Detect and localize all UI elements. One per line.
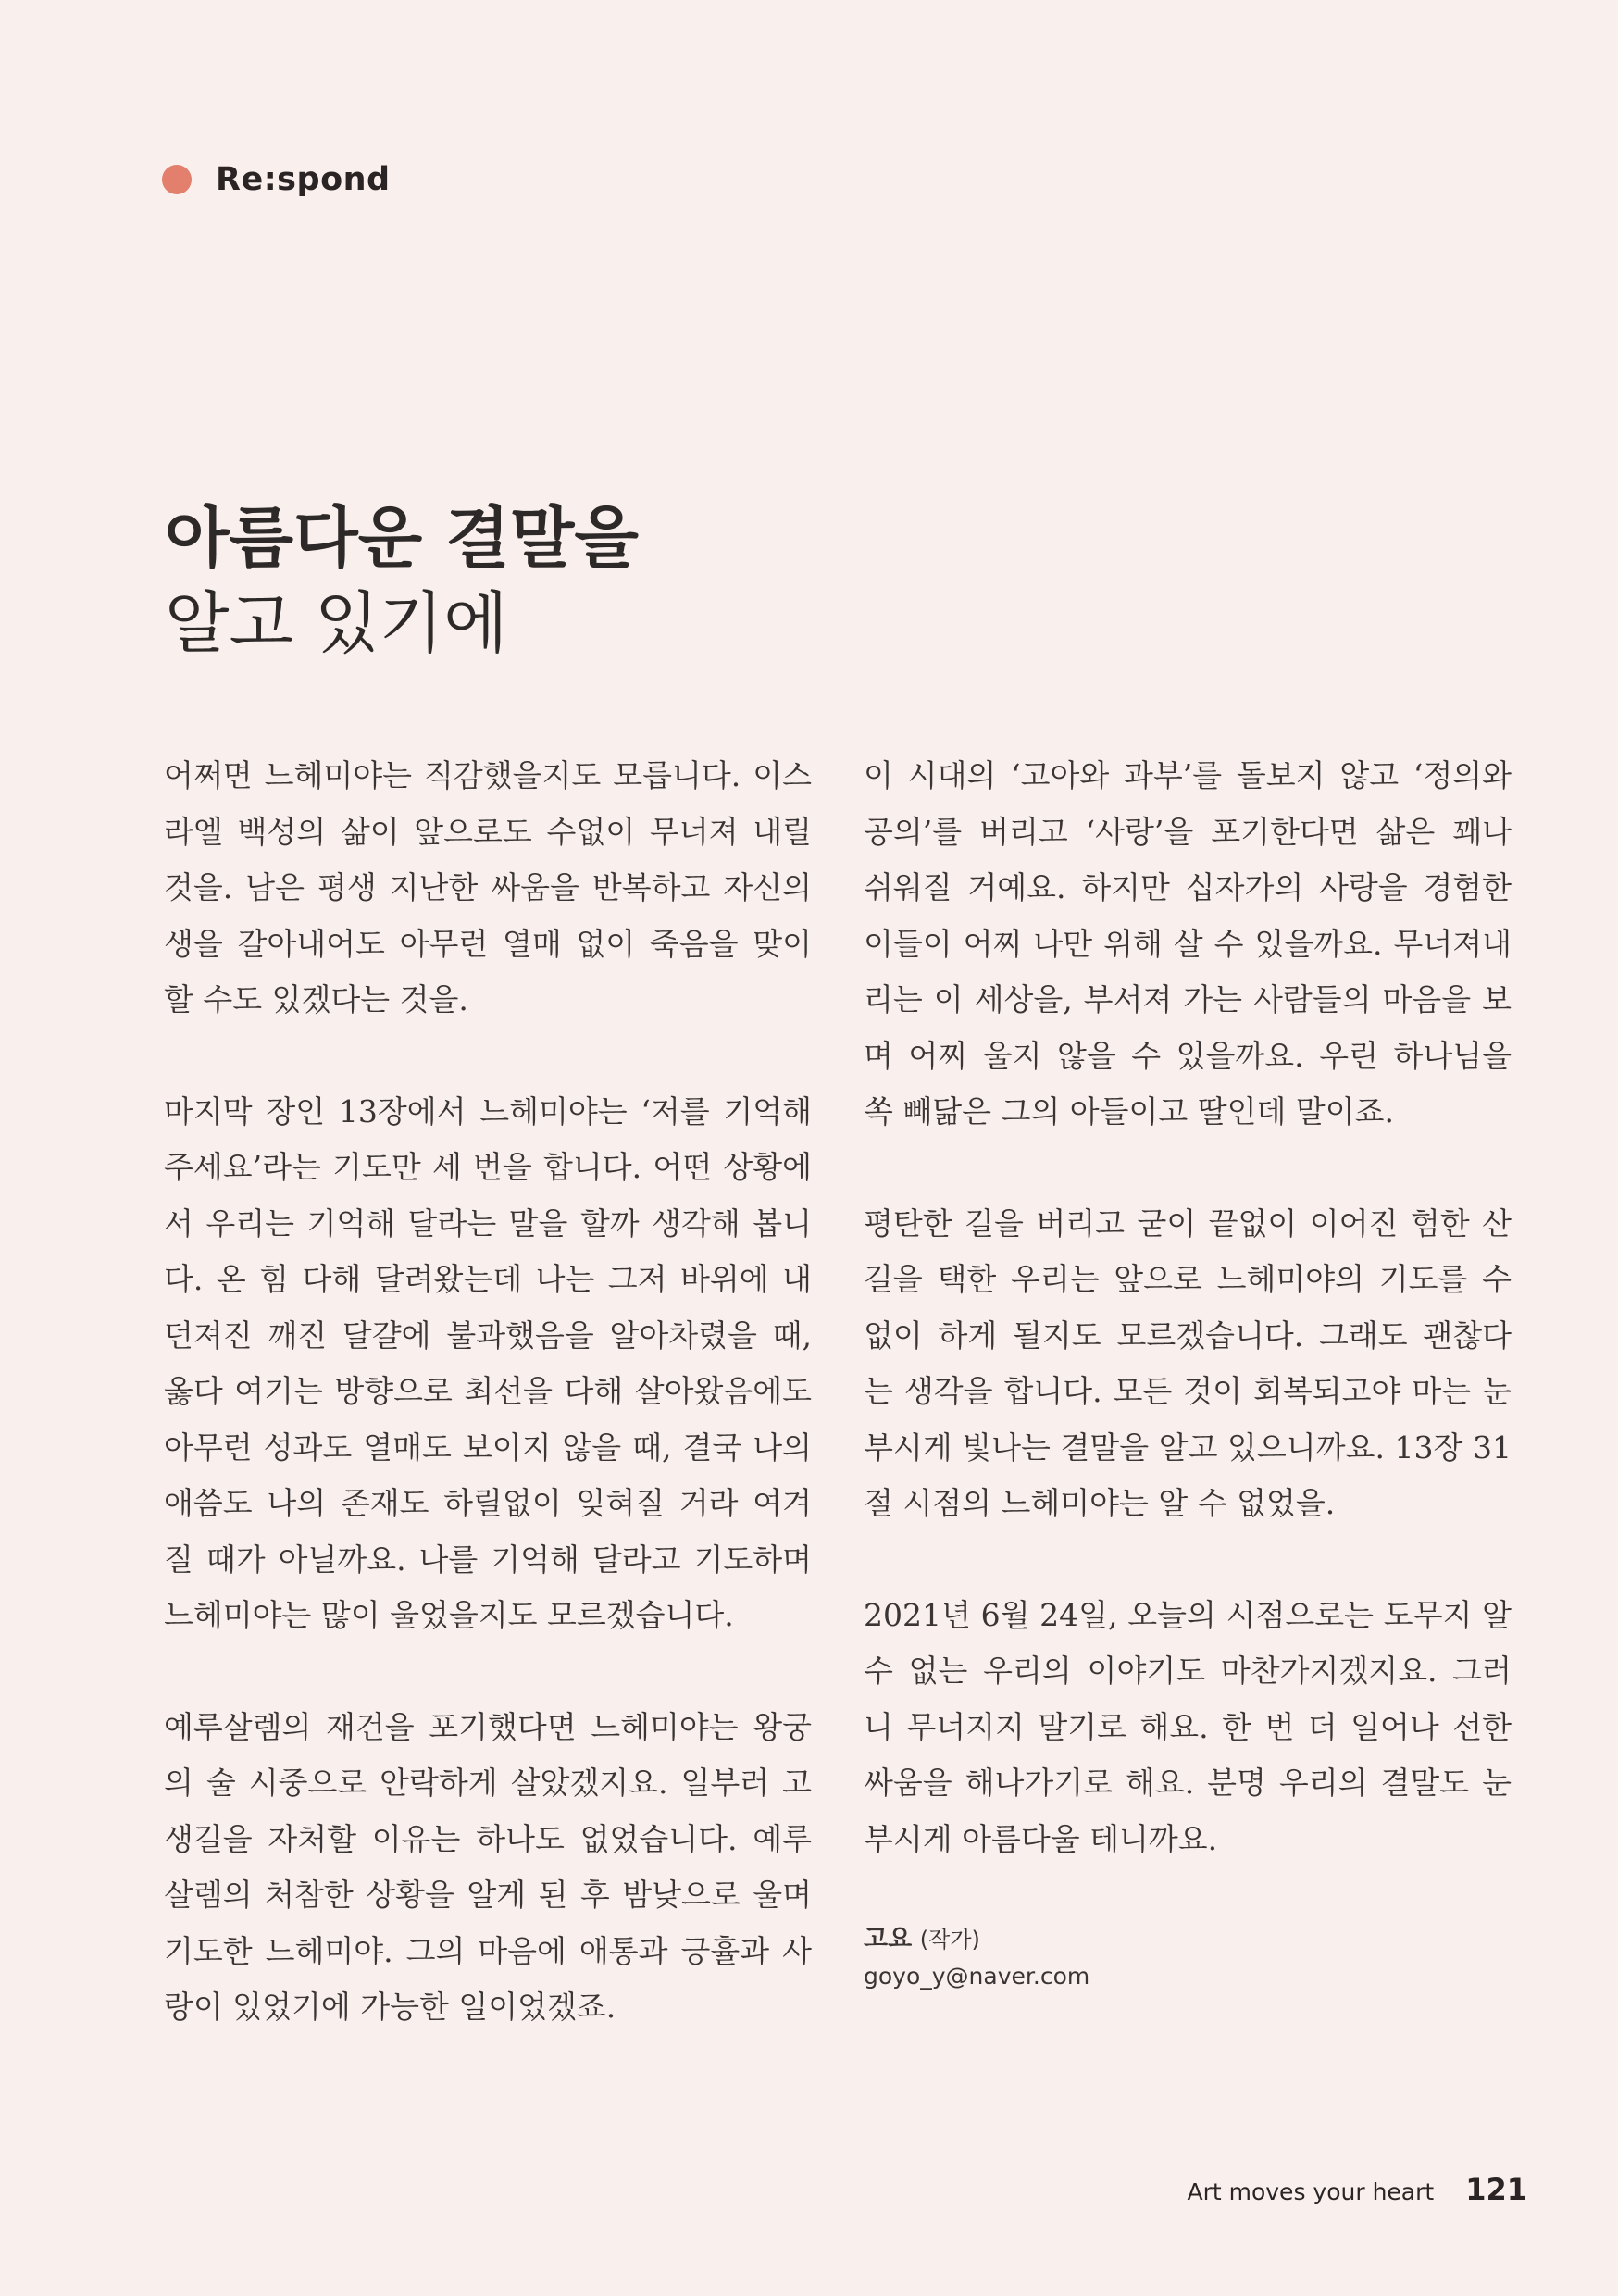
right-column bbox=[864, 748, 1512, 1995]
body-paragraph: 예루살렘의 재건을 포기했다면 느헤미야는 왕궁의 술 시중으로 안락하게 살았겠지요. 일부러 고생길을 자처할 이유는 하나도 없었습니다. 예루살렘의 처참한 상황을 알게 된 후 밤낮으로 울며 기도한 느헤미야. 그의 마음에 애통과 긍휼과 사랑이 있었기에 가능한 일이었겠죠. bbox=[164, 1708, 812, 2025]
body-paragraph: 어쩌면 느헤미야는 직감했을지도 모릅니다. 이스라엘 백성의 삶이 앞으로도 수없이 무너져 내릴 것을. 남은 평생 지난한 싸움을 반복하고 자신의 생을 갈아내어도 아무런 열매 없이 죽음을 맞이할 수도 있겠다는 것을. bbox=[164, 757, 812, 1017]
author-role: (작가) bbox=[919, 1927, 980, 1953]
body-paragraph: 평탄한 길을 버리고 굳이 끝없이 이어진 험한 산길을 택한 우리는 앞으로 느헤미야의 기도를 수없이 하게 될지도 모르겠습니다. 그래도 괜찮다는 생각을 합니다. 모든 것이 회복되고야 마는 눈부시게 빛나는 결말을 알고 있으니까요. 13장 31절 시점의 느헤미야는 알 수 없었을. bbox=[864, 1204, 1512, 1521]
page-number: 121 bbox=[1465, 2172, 1527, 2207]
section-header bbox=[162, 161, 391, 198]
article-title-line-2: 알고 있기에 bbox=[165, 584, 508, 662]
body-paragraph: 이 시대의 ‘고아와 과부’를 돌보지 않고 ‘정의와 공의’를 버리고 ‘사랑’을 포기한다면 삶은 꽤나 쉬워질 거예요. 하지만 십자가의 사랑을 경험한 이들이 어찌 나만 위해 살 수 있을까요. 무너져내리는 이 세상을, 부서져 가는 사람들의 마음을 보며 어찌 울지 않을 수 있을까요. 우린 하나님을 쏙 빼닮은 그의 아들이고 딸인데 말이죠. bbox=[864, 757, 1512, 1129]
article-title-line-1: 아름다운 결말을 bbox=[165, 498, 639, 577]
section-label: Re:spond bbox=[216, 161, 391, 198]
page-footer bbox=[1187, 2172, 1527, 2207]
section-dot-icon bbox=[162, 165, 192, 194]
body-paragraph: 2021년 6월 24일, 오늘의 시점으로는 도무지 알 수 없는 우리의 이야기도 마찬가지겠지요. 그러니 무너지지 말기로 해요. 한 번 더 일어나 선한 싸움을 해나가기로 해요. 분명 우리의 결말도 눈부시게 아름다울 테니까요. bbox=[864, 1596, 1512, 1857]
author-name: 고요 bbox=[864, 1925, 913, 1953]
left-column bbox=[164, 748, 812, 2036]
author-line bbox=[864, 1921, 1512, 1958]
article-title bbox=[165, 495, 998, 666]
body-paragraph: 마지막 장인 13장에서 느헤미야는 ‘저를 기억해 주세요’라는 기도만 세 번을 합니다. 어떤 상황에서 우리는 기억해 달라는 말을 할까 생각해 봅니다. 온 힘 다해 달려왔는데 나는 그저 바위에 내던져진 깨진 달걀에 불과했음을 알아차렸을 때, 옳다 여기는 방향으로 최선을 다해 살아왔음에도 아무런 성과도 열매도 보이지 않을 때, 결국 나의 애씀도 나의 존재도 하릴없이 잊혀질 거라 여겨질 때가 아닐까요. 나를 기억해 달라고 기도하며 느헤미야는 많이 울었을지도 모르겠습니다. bbox=[164, 1092, 812, 1633]
author-byline bbox=[864, 1921, 1512, 1995]
footer-tagline: Art moves your heart bbox=[1187, 2178, 1435, 2205]
author-email: goyo_y@naver.com bbox=[864, 1963, 1090, 1990]
